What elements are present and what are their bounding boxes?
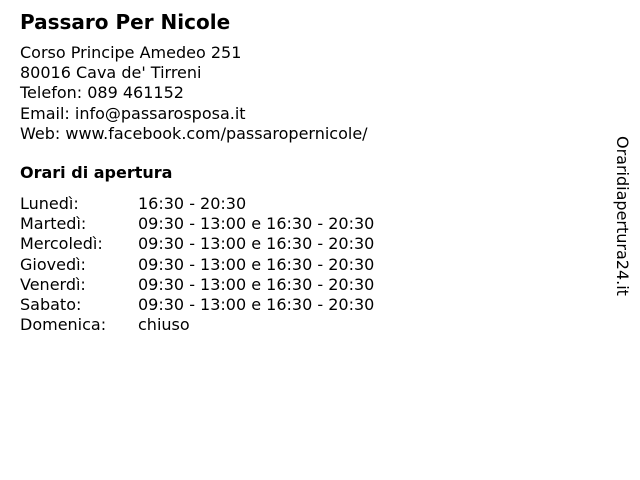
address-street: Corso Principe Amedeo 251 bbox=[20, 43, 242, 62]
day-hours: 09:30 - 13:00 e 16:30 - 20:30 bbox=[138, 254, 375, 274]
email-address: Email: info@passarosposa.it bbox=[20, 103, 246, 123]
website: Web: www.facebook.com/passaropernicole/ bbox=[20, 123, 368, 143]
site-watermark: Oraridiapertura24.it bbox=[613, 136, 632, 296]
address-city: 80016 Cava de' Tirreni bbox=[20, 63, 202, 83]
phone-number: Telefon: 089 461152 bbox=[20, 83, 184, 103]
day-label: Lunedì: bbox=[20, 194, 79, 213]
contact-info bbox=[20, 43, 368, 144]
opening-hours-heading: Orari di apertura bbox=[20, 163, 173, 182]
day-label: Mercoledì: bbox=[20, 234, 103, 254]
day-hours: 09:30 - 13:00 e 16:30 - 20:30 bbox=[138, 274, 375, 294]
day-label: Martedì: bbox=[20, 214, 87, 234]
day-label: Domenica: bbox=[20, 315, 107, 335]
day-label: Giovedì: bbox=[20, 254, 86, 274]
day-hours: chiuso bbox=[138, 315, 190, 335]
day-label: Venerdì: bbox=[20, 274, 86, 294]
day-hours: 09:30 - 13:00 e 16:30 - 20:30 bbox=[138, 214, 375, 234]
day-hours: 09:30 - 13:00 e 16:30 - 20:30 bbox=[138, 234, 375, 254]
day-hours: 16:30 - 20:30 bbox=[138, 194, 247, 213]
day-label: Sabato: bbox=[20, 294, 82, 314]
business-name: Passaro Per Nicole bbox=[20, 10, 231, 34]
day-hours: 09:30 - 13:00 e 16:30 - 20:30 bbox=[138, 294, 375, 314]
